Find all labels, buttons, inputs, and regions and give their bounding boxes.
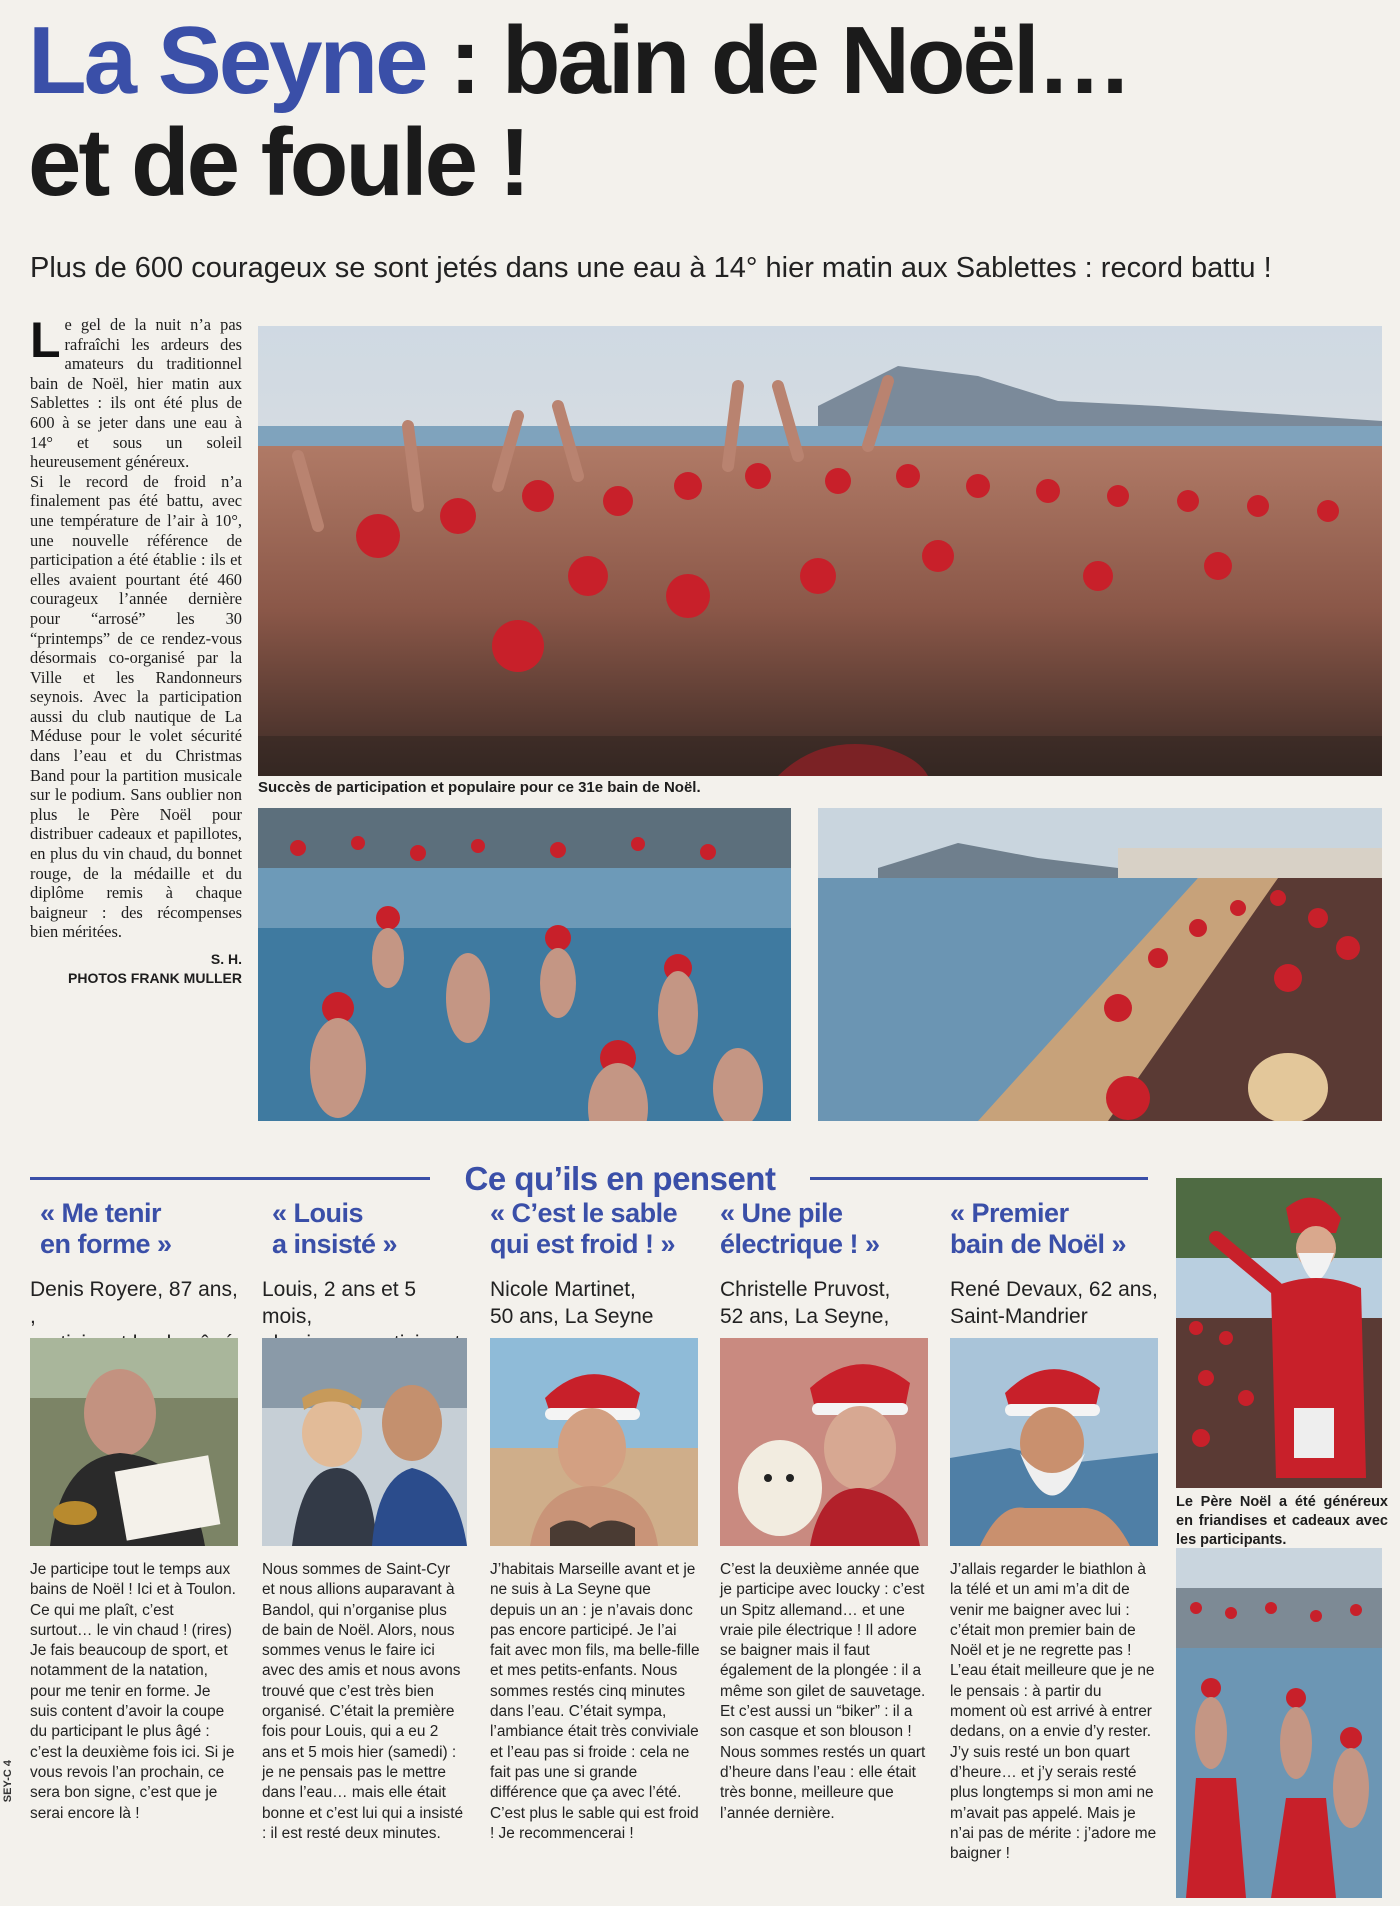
portrait-nicole [490, 1338, 698, 1546]
article-lead [30, 312, 242, 472]
testimonial-text: Je participe tout le temps aux bains de Noël ! Ici et à Toulon. Ce qui me plaît, c’est surtout… le vin chaud ! (rires) Je fais beaucoup de sport, et notamment de la natation, pour me tenir en forme. Je suis content d’avoir la coupe du participant le plus âgé : c’est la deuxième fois ici. Si je vous revois l’an prochain, ce sera bon signe, c’est que je serai encore là ! [30, 1561, 236, 1822]
bathers-water-photo [258, 808, 791, 1121]
pere-noel-photo [1176, 1178, 1382, 1488]
quote-line: « Me tenir [40, 1198, 162, 1228]
testimonial-quote [720, 1198, 930, 1260]
main-photo-crowd [258, 326, 1382, 776]
person-line: Nicole Martinet, [490, 1278, 636, 1301]
quote-line: en forme » [40, 1229, 172, 1259]
testimonial-quote [30, 1198, 240, 1260]
crowd-beach-photo [258, 326, 1382, 776]
portrait-rene-photo [950, 1338, 1158, 1546]
headline-rest: : bain de Noël… [425, 7, 1130, 114]
person-line: 50 ans, La Seyne [490, 1305, 654, 1328]
testimonial-quote [262, 1198, 472, 1260]
photo-bathers-in-water [258, 808, 791, 1121]
quote-line: « C’est le sable [490, 1198, 678, 1228]
portrait-christelle-photo [720, 1338, 928, 1546]
author-initials: S. H. [210, 951, 242, 967]
main-photo-caption: Succès de participation et populaire pour ce 31e bain de Noël. [258, 779, 701, 796]
testimonial-text: J’allais regarder le biathlon à la télé et un ami m’a dit de venir me baigner avec lui : c’était mon premier bain de Noël et je ne regrette pas ! L’eau était meilleure que je ne le pensais : à partir du moment où est arrivé à entrer dedans, on a envie d’y rester. J’y suis resté un bon quart d’heure… et j’y serais resté plus longtemps si mon ami ne m’avait pas appelé. Mais je n’ai pas de mérite : j’adore me baigner ! [950, 1561, 1157, 1863]
photo-credit: PHOTOS FRANK MULLER [68, 970, 242, 986]
testimonial-text: C’est la deuxième année que je participe avec Ioucky : c’est un Spitz allemand… et une vraie pile électrique ! Il adore se baigner mais il faut également de la plongée : il a même son gilet de sauvetage. Et c’est aussi un “biker” : il a son casque et son blouson ! Nous sommes restés un quart d’heure dans l’eau : elle était très bonne, meilleure que l’année dernière. [720, 1561, 926, 1822]
testimonial-4 [720, 1198, 930, 1330]
article-paragraph: Si le record de froid n’a finalement pas été battu, avec une température de l’air à 10°, une nouvelle référence de participation a été établie : ils et elles avaient pourtant été 460 courageux l’année dernière pour “arrosé” les 30 “printemps” de ce rendez-vous désormais co-organisé par la Ville et les Randonneurs seynois. Avec la participation aussi du club nautique de La Méduse pour le volet sécurité dans l’eau et du Christmas Band pour la partition musicale sur le podium. Sans oublier non plus le Père Noël pour distribuer cadeaux et papillotes, en plus du vin chaud, du bonnet rouge, de la médaille et du diplôme remis à chaque baigneur : des récompenses bien méritées. [30, 471, 242, 942]
headline-town: La Seyne [28, 7, 426, 114]
section-title: Ce qu’ils en pensent [430, 1160, 810, 1198]
testimonial-text: J’habitais Marseille avant et je ne suis à La Seyne que depuis un an : je n’avais donc pas encore participé. Je l’ai fait avec mon fils, ma belle-fille et mes petits-enfants. Nous sommes restés cinq minutes dans l’eau. C’était sympa, l’ambiance était très conviviale et l’eau pas si froide : cela ne fait pas une si grande différence que ça avec l’été. C’est plus le sable qui est froid ! Je recommencerai ! [490, 1561, 700, 1842]
portrait-christelle [720, 1338, 928, 1546]
portrait-denis-photo [30, 1338, 238, 1546]
testimonial-person [950, 1276, 1160, 1330]
portrait-denis [30, 1338, 238, 1546]
headline [28, 7, 1368, 216]
spectators-beach-photo [818, 808, 1382, 1121]
quote-line: « Premier [950, 1198, 1069, 1228]
photo-pere-noel [1176, 1178, 1382, 1488]
bathers-santa-hats-photo [1176, 1548, 1382, 1898]
person-line: Christelle Pruvost, [720, 1278, 891, 1301]
subheadline: Plus de 600 courageux se sont jetés dans une eau à 14° hier matin aux Sablettes : record battu ! [30, 252, 1272, 284]
person-line: 52 ans, La Seyne, [720, 1305, 890, 1328]
testimonial-person [720, 1276, 930, 1330]
quote-line: « Louis [272, 1198, 364, 1228]
testimonial-person [490, 1276, 700, 1330]
portrait-louis [262, 1338, 467, 1546]
portrait-rene [950, 1338, 1158, 1546]
testimonial-2 [262, 1198, 472, 1357]
quote-line: qui est froid ! » [490, 1229, 676, 1259]
quote-line: bain de Noël » [950, 1229, 1127, 1259]
photo-spectators-beach [818, 808, 1382, 1121]
portrait-nicole-photo [490, 1338, 698, 1546]
testimonial-quote [950, 1198, 1160, 1260]
person-line: René Devaux, 62 ans, [950, 1278, 1158, 1301]
pere-noel-caption: Le Père Noël a été généreux en friandises et cadeaux avec les participants. [1176, 1494, 1388, 1548]
person-line: Saint-Mandrier [950, 1305, 1088, 1328]
article-lead-text: e gel de la nuit n’a pas rafraîchi les ardeurs des amateurs du traditionnel bain de Noël, hier matin aux Sablettes : ils ont été plus de 600 à se jeter dans une eau à 14° et sous un soleil heureusement généreux. [30, 315, 242, 472]
testimonial-quote [490, 1198, 700, 1260]
quote-line: a insisté » [272, 1229, 398, 1259]
headline-line-2: et de foule ! [28, 109, 528, 216]
testimonial-5 [950, 1198, 1160, 1330]
page-marker: SEY-C 4 [2, 1760, 14, 1803]
quote-line: électrique ! » [720, 1229, 880, 1259]
article-body [30, 312, 242, 988]
testimonial-3 [490, 1198, 700, 1330]
portrait-louis-photo [262, 1338, 467, 1546]
quote-line: « Une pile [720, 1198, 843, 1228]
drop-cap: L [30, 312, 61, 368]
headline-line-1 [28, 7, 1368, 114]
testimonial-1 [30, 1198, 240, 1357]
person-line: Louis, 2 ans et 5 mois, [262, 1278, 417, 1328]
testimonial-text: Nous sommes de Saint-Cyr et nous allions auparavant à Bandol, qui n’organise plus de bain de Noël. Alors, nous sommes venus le faire ici avec des amis et nous avons trouvé que c’est très bien organisé. C’était la première fois pour Louis, qui a eu 2 ans et 5 mois hier (samedi) : je ne pensais pas le mettre dans l’eau… mais elle était bonne et c’est lui qui a insisté : il est resté deux minutes. [262, 1561, 464, 1842]
person-line: Denis Royere, 87 ans, , [30, 1278, 238, 1328]
photo-bathers-santa-hats [1176, 1548, 1382, 1898]
